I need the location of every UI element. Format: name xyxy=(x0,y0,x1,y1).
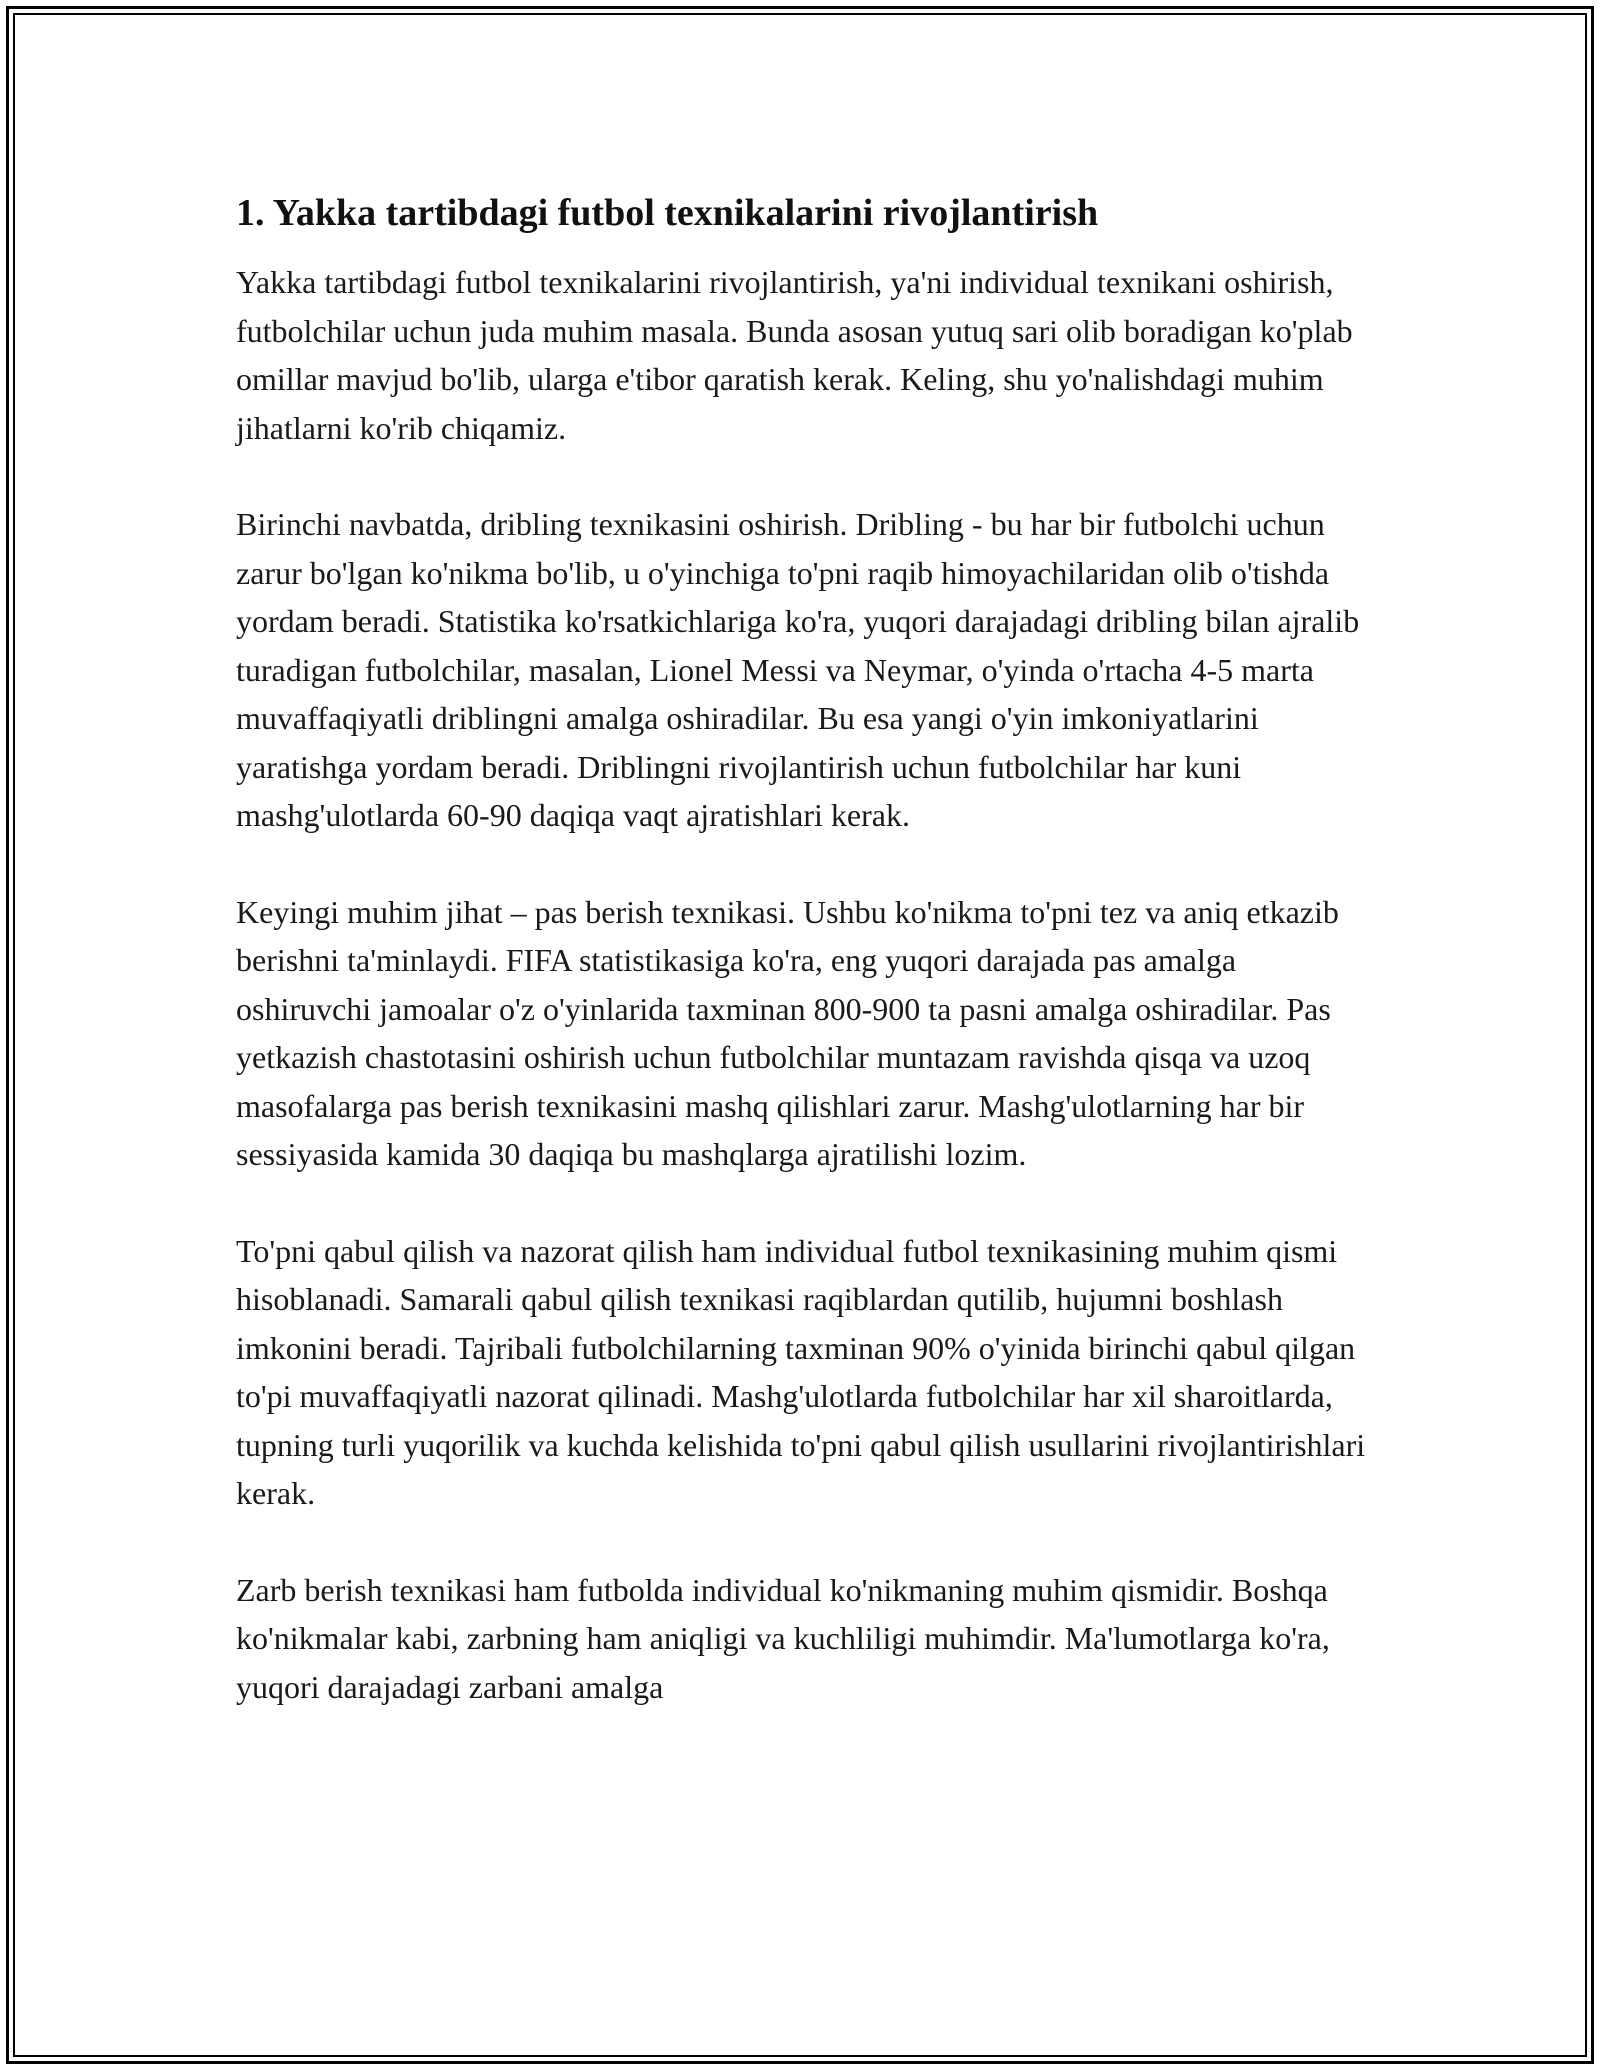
paragraph-passing: Keyingi muhim jihat – pas berish texnikasi. Ushbu ko'nikma to'pni tez va aniq etkazib berishni ta'minlaydi. FIFA statistikasiga ko'ra, eng yuqori darajada pas amalga oshiruvchi jamoalar o'z o'yinlarida taxminan 800-900 ta pasni amalga oshiradilar. Pas yetkazish chastotasini oshirish uchun futbolchilar muntazam ravishda qisqa va uzoq masofalarga pas berish texnikasini mashq qilishlari zarur. Mashg'ulotlarning har bir sessiyasida kamida 30 daqiqa bu mashqlarga ajratilishi lozim. xyxy=(236,893,1339,1172)
paragraph-intro: Yakka tartibdagi futbol texnikalarini rivojlantirish, ya'ni individual texnikani oshirish, futbolchilar uchun juda muhim masala. Bunda asosan yutuq sari olib boradigan ko'plab omillar mavjud bo'lib, ularga e'tibor qaratish kerak. Keling, shu yo'nalishdagi muhim jihatlarni ko'rib chiqamiz. xyxy=(236,264,1353,446)
paragraph-shooting: Zarb berish texnikasi ham futbolda individual ko'nikmaning muhim qismidir. Boshqa ko'nikmalar kabi, zarbning ham aniqligi va kuchliligi muhimdir. Ma'lumotlarga ko'ra, yuqori darajadagi zarbani amalga xyxy=(236,1571,1330,1705)
paragraph-dribbling: Birinchi navbatda, dribling texnikasini oshirish. Dribling - bu har bir futbolchi uchun zarur bo'lgan ko'nikma bo'lib, u o'yinchiga to'pni raqib himoyachilaridan olib o'tishda yordam beradi. Statistika ko'rsatkichlariga ko'ra, yuqori darajadagi dribling bilan ajralib turadigan futbolchilar, masalan, Lionel Messi va Neymar, o'yinda o'rtacha 4-5 marta muvaffaqiyatli driblingni amalga oshiradilar. Bu esa yangi o'yin imkoniyatlarini yaratishga yordam beradi. Driblingni rivojlantirish uchun futbolchilar har kuni mashg'ulotlarda 60-90 daqiqa vaqt ajratishlari kerak. xyxy=(236,506,1360,833)
paragraph-ball-control: To'pni qabul qilish va nazorat qilish ham individual futbol texnikasining muhim qismi hisoblanadi. Samarali qabul qilish texnikasi raqiblardan qutilib, hujumni boshlash imkonini beradi. Tajribali futbolchilarning taxminan 90% o'yinida birinchi qabul qilgan to'pi muvaffaqiyatli nazorat qilinadi. Mashg'ulotlarda futbolchilar har xil sharoitlarda, tupning turli yuqorilik va kuchda kelishida to'pni qabul qilish usullarini rivojlantirishlari kerak. xyxy=(236,1232,1366,1511)
document-body xyxy=(236,190,1366,1759)
section-heading: 1. Yakka tartibdagi futbol texnikalarini rivojlantirish xyxy=(236,192,1099,234)
